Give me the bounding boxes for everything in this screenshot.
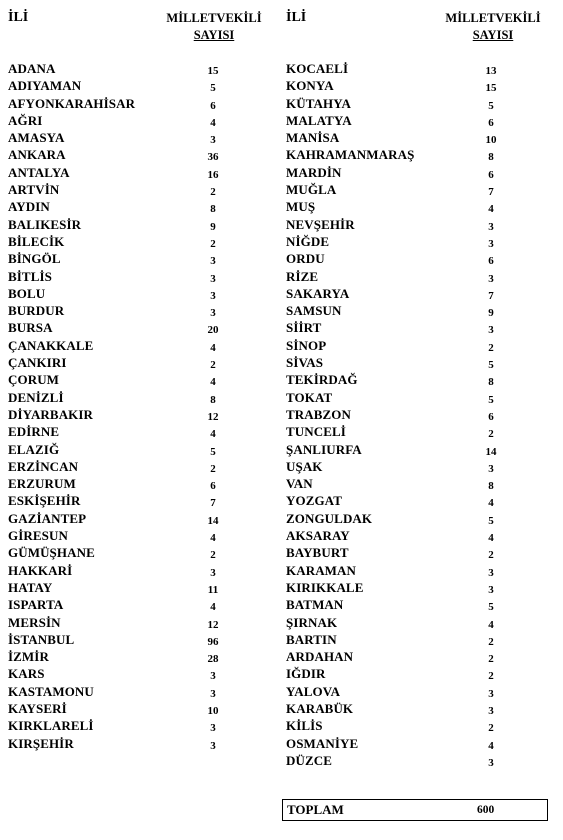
seat-count: 4	[210, 116, 216, 129]
seat-count: 6	[488, 168, 494, 181]
seat-count: 8	[210, 393, 216, 406]
province-row	[286, 268, 556, 285]
province-row	[286, 665, 556, 682]
province-name: AMASYA	[8, 130, 65, 146]
province-row	[8, 648, 228, 665]
province-row	[286, 319, 556, 336]
province-name: ARTVİN	[8, 182, 60, 198]
seat-count: 4	[210, 428, 216, 441]
seat-count: 10	[485, 134, 497, 147]
province-row	[8, 458, 228, 475]
seat-count: 4	[488, 739, 494, 752]
province-row	[286, 77, 556, 94]
seat-count: 14	[485, 445, 497, 458]
province-row	[8, 198, 228, 215]
seat-count: 2	[210, 186, 216, 199]
province-row	[286, 181, 556, 198]
province-row	[286, 302, 556, 319]
province-row	[8, 562, 228, 579]
province-name: SAKARYA	[286, 285, 350, 301]
province-name: DENİZLİ	[8, 389, 64, 405]
province-name: ÇORUM	[8, 372, 60, 388]
province-row	[286, 700, 556, 717]
province-name: SAMSUN	[286, 303, 342, 319]
province-name: ISPARTA	[8, 597, 64, 613]
province-row	[286, 233, 556, 250]
seat-count: 10	[207, 704, 219, 717]
total-value: 600	[477, 804, 495, 816]
province-name: KIRIKKALE	[286, 579, 364, 595]
province-row	[8, 700, 228, 717]
province-row	[8, 129, 228, 146]
province-name: ANKARA	[8, 147, 66, 163]
province-row	[286, 596, 556, 613]
seat-count: 12	[207, 410, 219, 423]
province-row	[8, 389, 228, 406]
province-row	[8, 527, 228, 544]
province-row	[286, 423, 556, 440]
seat-count: 96	[207, 635, 219, 648]
seat-count: 3	[488, 687, 494, 700]
left-province-list	[8, 60, 228, 752]
province-row	[286, 579, 556, 596]
seat-count: 5	[488, 359, 494, 372]
province-name: SİNOP	[286, 337, 327, 353]
seat-count: 4	[210, 341, 216, 354]
seat-count: 6	[210, 480, 216, 493]
province-name: BİLECİK	[8, 233, 65, 249]
province-row	[286, 510, 556, 527]
province-name: MANİSA	[286, 130, 340, 146]
province-name: ZONGULDAK	[286, 510, 373, 526]
province-row	[8, 579, 228, 596]
province-row	[286, 250, 556, 267]
province-row	[286, 475, 556, 492]
province-row	[8, 319, 228, 336]
seat-count: 3	[488, 756, 494, 769]
province-name: KIRŞEHİR	[8, 735, 74, 751]
province-name: HAKKARİ	[8, 562, 73, 578]
province-name: BİTLİS	[8, 268, 52, 284]
province-row	[286, 458, 556, 475]
province-row	[286, 60, 556, 77]
seat-count: 2	[210, 549, 216, 562]
seat-count: 2	[488, 653, 494, 666]
province-row	[286, 752, 556, 769]
seat-count: 6	[488, 116, 494, 129]
province-row	[286, 735, 556, 752]
province-name: DİYARBAKIR	[8, 406, 94, 422]
seat-count: 4	[488, 203, 494, 216]
seat-count: 3	[210, 722, 216, 735]
seat-count: 8	[488, 480, 494, 493]
seat-count: 4	[210, 601, 216, 614]
province-row	[8, 285, 228, 302]
right-column-header	[286, 8, 556, 56]
seat-count: 5	[210, 82, 216, 95]
seat-count: 3	[488, 583, 494, 596]
province-row	[286, 146, 556, 163]
province-name: GÜMÜŞHANE	[8, 545, 95, 561]
seat-count: 8	[488, 151, 494, 164]
province-row	[286, 198, 556, 215]
province-name: KASTAMONU	[8, 683, 94, 699]
province-row	[286, 527, 556, 544]
total-label: TOPLAM	[287, 802, 344, 817]
province-name: YOZGAT	[286, 493, 342, 509]
province-name: AFYONKARAHİSAR	[8, 95, 136, 111]
seat-count: 5	[488, 99, 494, 112]
province-row	[8, 735, 228, 752]
province-name: İZMİR	[8, 649, 49, 665]
province-name: GİRESUN	[8, 528, 68, 544]
seat-count: 7	[488, 186, 494, 199]
province-name: NİĞDE	[286, 233, 330, 249]
province-row	[286, 129, 556, 146]
province-name: KOCAELİ	[286, 61, 349, 76]
province-row	[8, 631, 228, 648]
seat-count: 7	[210, 497, 216, 510]
province-row	[8, 164, 228, 181]
province-name: GAZİANTEP	[8, 510, 87, 526]
seat-count: 3	[210, 739, 216, 752]
seats-header	[158, 10, 270, 44]
province-row	[8, 665, 228, 682]
province-row	[286, 631, 556, 648]
province-name: NEVŞEHİR	[286, 216, 355, 232]
province-header: İLİ	[8, 10, 29, 25]
province-row	[286, 717, 556, 734]
seat-count: 3	[210, 289, 216, 302]
province-row	[8, 510, 228, 527]
province-name: ORDU	[286, 251, 325, 267]
seat-count: 3	[488, 462, 494, 475]
province-row	[286, 112, 556, 129]
province-row	[8, 406, 228, 423]
seat-count: 2	[210, 359, 216, 372]
seat-count: 3	[488, 220, 494, 233]
province-name: KİLİS	[286, 718, 323, 734]
seat-count: 3	[210, 687, 216, 700]
seat-count: 3	[210, 670, 216, 683]
province-name: TOKAT	[286, 389, 333, 405]
seat-count: 3	[210, 307, 216, 320]
seat-count: 5	[488, 514, 494, 527]
province-name: HATAY	[8, 579, 53, 595]
seats-header	[434, 10, 552, 44]
province-name: BURDUR	[8, 303, 65, 319]
seat-count: 11	[207, 583, 219, 596]
province-name: KARAMAN	[286, 562, 357, 578]
seat-count: 12	[207, 618, 219, 631]
province-name: ESKİŞEHİR	[8, 493, 81, 509]
province-row	[8, 354, 228, 371]
total-box	[282, 799, 548, 821]
seat-count: 8	[210, 203, 216, 216]
seat-count: 2	[488, 341, 494, 354]
seat-count: 2	[488, 722, 494, 735]
seat-count: 6	[488, 410, 494, 423]
seats-header-line1: MİLLETVEKİLİ	[445, 11, 541, 25]
province-name: ERZİNCAN	[8, 458, 79, 474]
seat-count: 15	[207, 65, 219, 77]
province-row	[8, 423, 228, 440]
province-name: BOLU	[8, 285, 46, 301]
seat-count: 2	[210, 462, 216, 475]
province-row	[286, 544, 556, 561]
province-row	[8, 614, 228, 631]
province-name: AKSARAY	[286, 528, 350, 544]
seat-count: 3	[488, 237, 494, 250]
province-row	[286, 216, 556, 233]
seat-count: 3	[488, 566, 494, 579]
province-name: BAYBURT	[286, 545, 349, 561]
province-row	[286, 354, 556, 371]
province-row	[8, 77, 228, 94]
province-name: SİVAS	[286, 355, 324, 371]
province-name: MUŞ	[286, 199, 316, 215]
province-row	[8, 268, 228, 285]
province-name: BALIKESİR	[8, 216, 82, 232]
province-row	[286, 406, 556, 423]
province-name: ADIYAMAN	[8, 78, 82, 94]
province-row	[8, 95, 228, 112]
province-row	[8, 475, 228, 492]
province-row	[8, 146, 228, 163]
seat-count: 15	[485, 82, 497, 95]
province-name: ÇANKIRI	[8, 355, 67, 371]
province-name: KIRKLARELİ	[8, 718, 94, 734]
province-name: RİZE	[286, 268, 319, 284]
seat-count: 3	[210, 255, 216, 268]
province-name: MARDİN	[286, 164, 342, 180]
province-row	[8, 216, 228, 233]
seat-count: 20	[207, 324, 219, 337]
province-name: MERSİN	[8, 614, 61, 630]
seat-count: 5	[488, 393, 494, 406]
seat-count: 28	[207, 653, 219, 666]
province-row	[8, 60, 228, 77]
seat-count: 3	[488, 704, 494, 717]
province-row	[8, 233, 228, 250]
seat-count: 3	[210, 566, 216, 579]
province-name: ARDAHAN	[286, 649, 354, 665]
seat-count: 6	[488, 255, 494, 268]
province-name: ERZURUM	[8, 476, 76, 492]
province-name: KONYA	[286, 78, 334, 94]
province-name: OSMANİYE	[286, 735, 359, 751]
province-row	[286, 441, 556, 458]
province-name: ELAZIĞ	[8, 441, 60, 457]
province-name: İSTANBUL	[8, 631, 75, 647]
seat-count: 4	[210, 376, 216, 389]
province-name: IĞDIR	[286, 666, 326, 682]
province-name: UŞAK	[286, 458, 323, 474]
seat-count: 7	[488, 289, 494, 302]
province-name: KÜTAHYA	[286, 95, 351, 111]
province-row	[8, 181, 228, 198]
province-name: KAYSERİ	[8, 700, 67, 716]
province-row	[8, 717, 228, 734]
left-column-header	[8, 8, 262, 56]
seat-count: 9	[488, 307, 494, 320]
province-row	[8, 371, 228, 388]
seat-count: 36	[207, 151, 219, 164]
province-row	[286, 95, 556, 112]
province-name: BURSA	[8, 320, 53, 336]
province-row	[286, 337, 556, 354]
province-name: EDİRNE	[8, 424, 60, 440]
province-row	[8, 337, 228, 354]
province-name: BARTIN	[286, 631, 337, 647]
province-name: BATMAN	[286, 597, 344, 613]
province-name: ŞANLIURFA	[286, 441, 362, 457]
province-name: TEKİRDAĞ	[286, 372, 358, 388]
province-row	[286, 683, 556, 700]
right-column	[286, 8, 556, 769]
province-name: KARABÜK	[286, 700, 354, 716]
seat-count: 2	[488, 428, 494, 441]
province-name: TUNCELİ	[286, 424, 346, 440]
province-row	[286, 648, 556, 665]
province-name: MALATYA	[286, 112, 352, 128]
seat-count: 5	[210, 445, 216, 458]
seat-count: 4	[488, 497, 494, 510]
seat-count: 8	[488, 376, 494, 389]
province-row	[8, 250, 228, 267]
province-row	[286, 492, 556, 509]
province-name: MUĞLA	[286, 182, 337, 198]
seats-header-line2: SAYISI	[472, 28, 514, 42]
right-province-list	[286, 60, 556, 769]
seat-count: 16	[207, 168, 219, 181]
province-row	[8, 492, 228, 509]
seat-count: 9	[210, 220, 216, 233]
province-row	[286, 614, 556, 631]
province-name: ÇANAKKALE	[8, 337, 94, 353]
province-name: ADANA	[8, 61, 56, 76]
left-column	[8, 8, 262, 752]
seats-header-line1: MİLLETVEKİLİ	[166, 11, 262, 25]
seat-count: 3	[210, 272, 216, 285]
seat-count: 2	[488, 635, 494, 648]
province-header: İLİ	[286, 10, 307, 25]
province-name: BİNGÖL	[8, 251, 61, 267]
province-row	[8, 441, 228, 458]
province-name: TRABZON	[286, 406, 351, 422]
seat-count: 2	[210, 237, 216, 250]
province-name: AYDIN	[8, 199, 50, 215]
province-row	[286, 389, 556, 406]
seat-count: 4	[488, 532, 494, 545]
province-name: AĞRI	[8, 112, 43, 128]
seat-count: 4	[488, 618, 494, 631]
seat-count: 3	[488, 272, 494, 285]
province-row	[286, 285, 556, 302]
seat-count: 14	[207, 514, 219, 527]
province-row	[8, 544, 228, 561]
seat-count: 5	[488, 601, 494, 614]
province-row	[8, 112, 228, 129]
province-row	[286, 371, 556, 388]
province-name: ANTALYA	[8, 164, 70, 180]
seat-count: 3	[210, 134, 216, 147]
seat-count: 2	[488, 670, 494, 683]
province-name: KAHRAMANMARAŞ	[286, 147, 415, 163]
province-row	[8, 683, 228, 700]
province-row	[286, 562, 556, 579]
province-row	[8, 302, 228, 319]
seat-count: 6	[210, 99, 216, 112]
province-name: ŞIRNAK	[286, 614, 338, 630]
province-name: SİİRT	[286, 320, 322, 336]
province-row	[8, 596, 228, 613]
province-row	[286, 164, 556, 181]
province-name: DÜZCE	[286, 752, 333, 768]
seats-header-line2: SAYISI	[193, 28, 235, 42]
seat-count: 2	[488, 549, 494, 562]
seat-count: 13	[485, 65, 497, 77]
seat-count: 4	[210, 532, 216, 545]
province-name: VAN	[286, 476, 313, 492]
province-name: YALOVA	[286, 683, 341, 699]
seat-count: 3	[488, 324, 494, 337]
province-name: KARS	[8, 666, 45, 682]
